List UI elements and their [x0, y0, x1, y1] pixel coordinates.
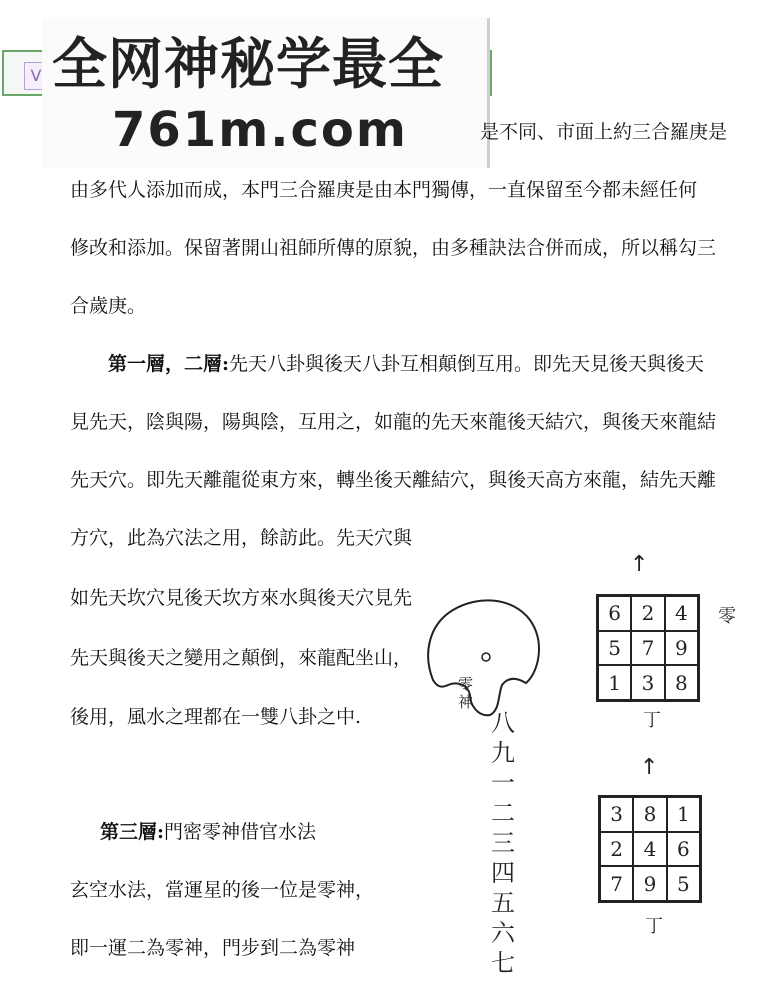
grid-cell: 2: [631, 596, 664, 631]
vertical-number: 八: [491, 709, 515, 737]
lo-shu-figure: [418, 540, 767, 1000]
grid-cell: 4: [665, 596, 698, 631]
label-under-top-grid: 丁: [643, 710, 661, 731]
grid-cell: 4: [633, 832, 666, 867]
label-under-bottom-grid: 丁: [645, 916, 663, 937]
text-line-9: 如先天坎穴見後天坎方來水與後天穴見先: [70, 587, 413, 609]
grid-cell: 8: [665, 665, 698, 700]
text-line-6: 見先天，陰與陽，陽與陰，互用之，如龍的先天來龍後天結穴，與後天來龍結: [70, 411, 717, 433]
grid-cell: 3: [631, 665, 664, 700]
bottom-grid: [598, 795, 702, 903]
vertical-number: 六: [491, 919, 515, 947]
text-line-5: 先天八卦與後天八卦互相顛倒互用。即先天見後天與後天: [229, 353, 705, 375]
grid-cell: 2: [600, 832, 633, 867]
watermark-title: 全网神秘学最全: [52, 32, 445, 96]
grid-cell: 7: [600, 866, 633, 901]
arrow-up-icon: ↑: [630, 552, 649, 577]
heading-layer12: 第一層，二層:: [108, 353, 230, 375]
grid-cell: 3: [600, 797, 633, 832]
watermark-tab-icon: V: [24, 62, 48, 90]
vertical-number: 九: [491, 739, 515, 767]
grid-cell: 8: [633, 797, 666, 832]
text-line-7: 先天穴。即先天離龍從東方來，轉坐後天離結穴，與後天高方來龍，結先天離: [70, 469, 717, 491]
top-grid: [596, 594, 700, 702]
text-line-14: 即一運二為零神，門步到二為零神: [70, 937, 356, 959]
text-line-3: 修改和添加。保留著開山祖師所傳的原貌，由多種訣法合併而成，所以稱勾三: [70, 237, 717, 259]
text-line-13: 玄空水法，當運星的後一位是零神，: [70, 879, 375, 901]
text-line-10: 先天與後天之變用之顛倒，來龍配坐山，: [70, 647, 413, 669]
mountain-drawing: [418, 585, 548, 735]
text-line-12: 門密零神借官水法: [164, 821, 317, 843]
arrow-up-icon: ↑: [640, 755, 659, 780]
vertical-number: 二: [491, 799, 515, 827]
grid-cell: 1: [667, 797, 700, 832]
watermark-box: [42, 18, 490, 168]
grid-cell: 9: [633, 866, 666, 901]
heading-layer3: 第三層:: [100, 821, 165, 843]
grid-cell: 7: [631, 631, 664, 666]
vertical-number-column: [488, 708, 518, 978]
paragraph-layer3: [100, 820, 316, 844]
text-line-4: 合歲庚。: [70, 295, 147, 317]
watermark-url: 761m.com: [112, 102, 408, 158]
grid-cell: 6: [598, 596, 631, 631]
text-line-8: 方穴，此為穴法之用，餘訪此。先天穴與: [70, 527, 413, 549]
text-line-2: 由多代人添加而成，本門三合羅庚是由本門獨傳，一直保留至今都未經任何: [70, 179, 698, 201]
paragraph-layer12: [108, 352, 704, 376]
label-top-right: 零: [718, 606, 736, 627]
vertical-number: 一: [491, 769, 515, 797]
grid-cell: 1: [598, 665, 631, 700]
text-line-1: 是不同、市面上約三合羅庚是: [480, 121, 728, 143]
vertical-number: 三: [491, 829, 515, 857]
label-zero-god: 零神: [458, 675, 474, 711]
grid-cell: 5: [667, 866, 700, 901]
vertical-number: 五: [491, 889, 515, 917]
grid-cell: 6: [667, 832, 700, 867]
vertical-number: 七: [491, 949, 515, 977]
grid-cell: 5: [598, 631, 631, 666]
vertical-number: 四: [491, 859, 515, 887]
text-line-11: 後用，風水之理都在一雙八卦之中.: [70, 706, 362, 728]
grid-cell: 9: [665, 631, 698, 666]
